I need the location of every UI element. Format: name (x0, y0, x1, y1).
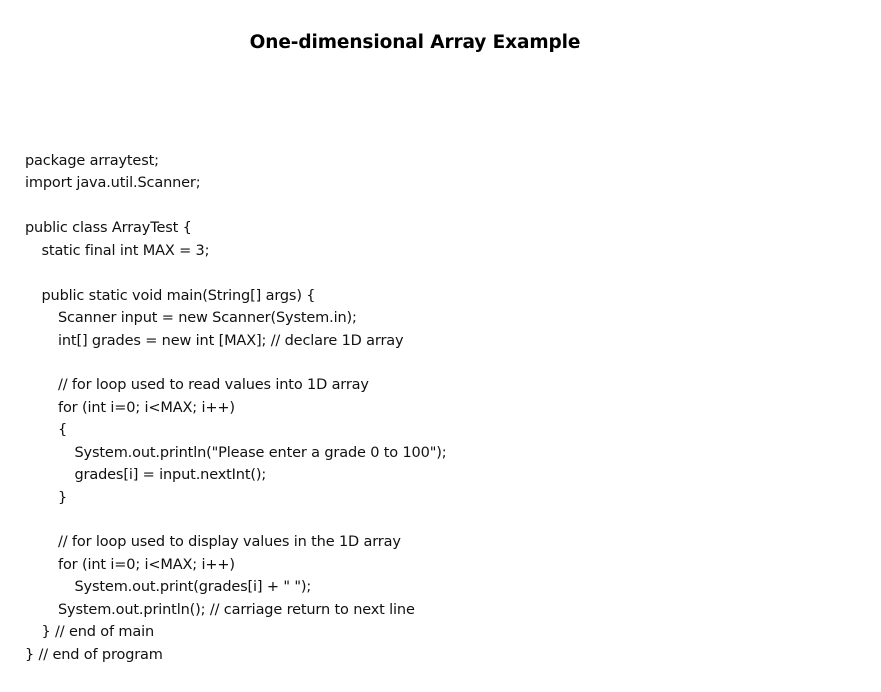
code-line: static final int MAX = 3; (41, 242, 210, 259)
blank-line (25, 195, 446, 217)
code-line: import java.util.Scanner; (25, 175, 201, 192)
code-line: } (58, 489, 68, 506)
code-line: // for loop used to display values in the 1D array (58, 534, 401, 551)
code-line: System.out.print(grades[i] + " "); (74, 579, 312, 596)
code-line: grades[i] = input.nextInt(); (74, 467, 267, 484)
code-block (25, 150, 446, 666)
blank-line (25, 262, 446, 284)
blank-line (25, 352, 446, 374)
document-title: One-dimensional Array Example (249, 32, 581, 53)
code-line: System.out.println(); // carriage return to next line (58, 601, 415, 618)
code-line: } // end of main (41, 624, 155, 641)
code-line: // for loop used to read values into 1D array (58, 377, 369, 394)
code-line: } // end of program (25, 646, 163, 663)
code-line: package arraytest; (25, 153, 159, 169)
code-line: { (58, 422, 68, 439)
code-line: public static void main(String[] args) { (41, 287, 316, 304)
code-line: for (int i=0; i<MAX; i++) (58, 556, 235, 573)
code-line: int[] grades = new int [MAX]; // declare 1D array (58, 332, 404, 349)
code-line: Scanner input = new Scanner(System.in); (58, 310, 357, 327)
code-line: public class ArrayTest { (25, 220, 192, 237)
code-line: for (int i=0; i<MAX; i++) (58, 399, 235, 416)
blank-line (25, 509, 446, 531)
code-line: System.out.println("Please enter a grade 0 to 100"); (74, 444, 447, 461)
